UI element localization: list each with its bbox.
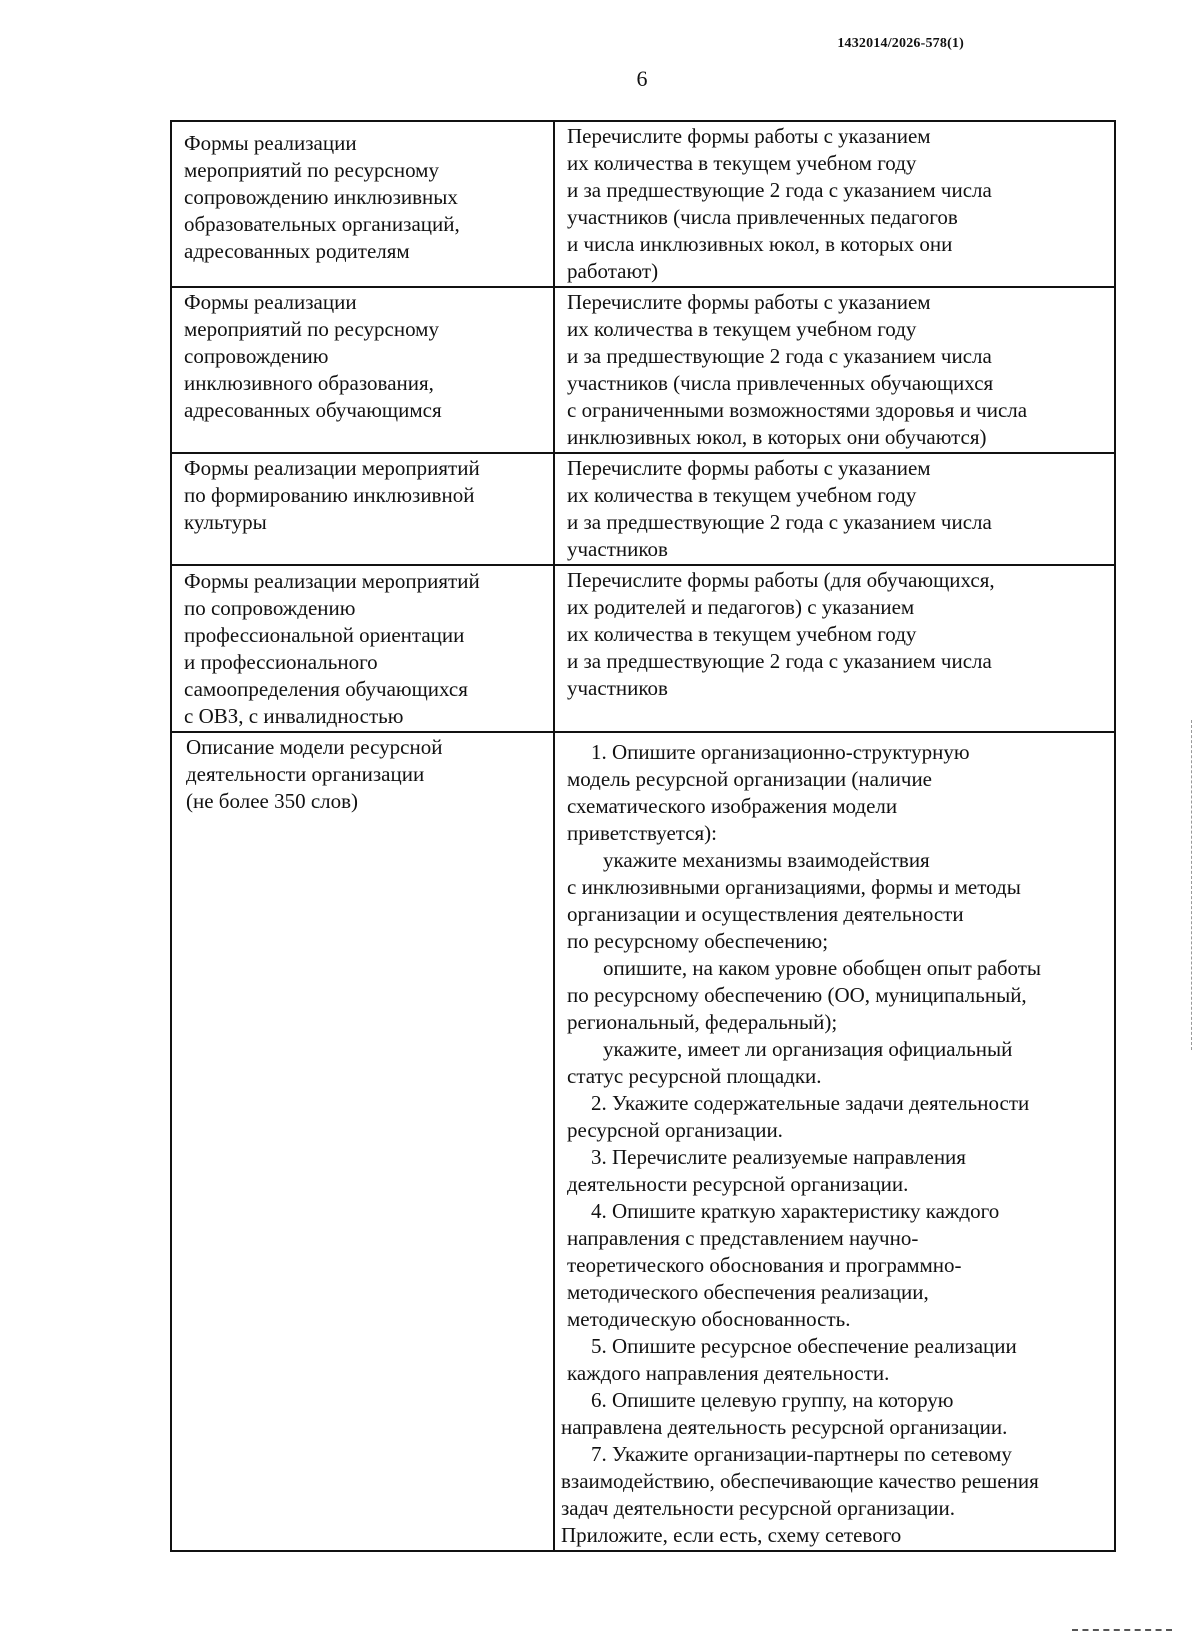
label-line: по сопровождению (184, 596, 356, 620)
label-line: мероприятий по ресурсному (184, 317, 439, 341)
document-number: 1432014/2026-578(1) (837, 36, 964, 51)
content-line: их родителей и педагогов) с указанием (567, 595, 915, 619)
content-line: региональный, федеральный); (567, 1010, 838, 1034)
content-line: укажите механизмы взаимодействия (603, 848, 930, 872)
row-content (554, 121, 1115, 287)
row-label (171, 121, 554, 287)
table-row-parents (171, 121, 1115, 287)
label-line: профессиональной ориентации (184, 623, 465, 647)
content-line: участников (числа привлеченных педагогов (567, 205, 958, 229)
content-line: Перечислите формы работы с указанием (567, 456, 931, 480)
row-content (554, 565, 1115, 732)
content-line: модель ресурсной организации (наличие (567, 767, 932, 791)
row-content (554, 732, 1115, 1551)
content-line: каждого направления деятельности. (567, 1361, 890, 1385)
content-line: и за предшествующие 2 года с указанием числа (567, 178, 992, 202)
content-line: по ресурсному обеспечению (ОО, муниципальный, (567, 983, 1027, 1007)
row-content (554, 453, 1115, 565)
content-line: ресурсной организации. (567, 1118, 783, 1142)
row-label (171, 453, 554, 565)
label-line: адресованных обучающимся (184, 398, 442, 422)
label-line: культуры (184, 510, 267, 534)
content-line: 4. Опишите краткую характеристику каждого (591, 1199, 1000, 1223)
row-label (171, 732, 554, 1551)
content-line: статус ресурсной площадки. (567, 1064, 822, 1088)
content-line: работают) (567, 259, 659, 283)
content-line: и за предшествующие 2 года с указанием числа (567, 510, 992, 534)
content-line: направлена деятельность ресурсной организации. (561, 1415, 1008, 1439)
content-line: схематического изображения модели (567, 794, 898, 818)
label-line: и профессионального (184, 650, 378, 674)
scan-bottom-mark (1072, 1629, 1172, 1633)
content-line: по ресурсному обеспечению; (567, 929, 829, 953)
content-line: взаимодействию, обеспечивающие качество решения (561, 1469, 1039, 1493)
label-line: самоопределения обучающихся (184, 677, 468, 701)
content-line: и числа инклюзивных юкол, в которых они (567, 232, 953, 256)
table-row-students (171, 287, 1115, 453)
row-label (171, 287, 554, 453)
content-line: методическую обоснованность. (567, 1307, 851, 1331)
requirements-table (170, 120, 1116, 1552)
content-line: Перечислите формы работы (для обучающихся, (567, 568, 995, 592)
label-line: Формы реализации (184, 131, 357, 155)
content-line: деятельности ресурсной организации. (567, 1172, 909, 1196)
content-line: 5. Опишите ресурсное обеспечение реализации (591, 1334, 1017, 1358)
label-line: деятельности организации (186, 762, 425, 786)
content-line: 7. Укажите организации-партнеры по сетевому (591, 1442, 1012, 1466)
label-line: адресованных родителям (184, 239, 410, 263)
content-line: теоретического обоснования и программно- (567, 1253, 962, 1277)
content-line: с инклюзивными организациями, формы и методы (567, 875, 1021, 899)
table-row-model (171, 732, 1115, 1551)
label-line: мероприятий по ресурсному (184, 158, 439, 182)
content-line: с ограниченными возможностями здоровья и числа (567, 398, 1028, 422)
label-line: образовательных организаций, (184, 212, 460, 236)
content-line: Перечислите формы работы с указанием (567, 290, 931, 314)
content-line: 3. Перечислите реализуемые направления (591, 1145, 966, 1169)
page-number: 6 (636, 66, 648, 91)
label-line: инклюзивного образования, (184, 371, 434, 395)
content-line: их количества в текущем учебном году (567, 483, 917, 507)
content-line: Приложите, если есть, схему сетевого (561, 1523, 902, 1547)
label-line: по формированию инклюзивной (184, 483, 475, 507)
content-line: 6. Опишите целевую группу, на которую (591, 1388, 954, 1412)
content-line: инклюзивных юкол, в которых они обучаются) (567, 425, 987, 449)
label-line: (не более 350 слов) (186, 789, 359, 813)
content-line: их количества в текущем учебном году (567, 317, 917, 341)
row-label (171, 565, 554, 732)
content-line: и за предшествующие 2 года с указанием числа (567, 344, 992, 368)
content-line: Перечислите формы работы с указанием (567, 124, 931, 148)
content-line: приветствуется): (567, 821, 718, 845)
content-line: их количества в текущем учебном году (567, 151, 917, 175)
content-line: организации и осуществления деятельности (567, 902, 964, 926)
content-line: 1. Опишите организационно-структурную (591, 740, 970, 764)
label-line: Формы реализации мероприятий (184, 569, 480, 593)
content-line: опишите, на каком уровне обобщен опыт работы (603, 956, 1042, 980)
content-line: их количества в текущем учебном году (567, 622, 917, 646)
content-line: методического обеспечения реализации, (567, 1280, 929, 1304)
content-line: участников (числа привлеченных обучающихся (567, 371, 994, 395)
label-line: Формы реализации (184, 290, 357, 314)
content-line: участников (567, 537, 668, 561)
content-line: задач деятельности ресурсной организации. (561, 1496, 955, 1520)
label-line: сопровождению инклюзивных (184, 185, 458, 209)
row-content (554, 287, 1115, 453)
content-line: участников (567, 676, 668, 700)
content-line: направления с представлением научно- (567, 1226, 919, 1250)
label-line: с ОВЗ, с инвалидностью (184, 704, 404, 728)
label-line: Формы реализации мероприятий (184, 456, 480, 480)
content-line: и за предшествующие 2 года с указанием числа (567, 649, 992, 673)
label-line: Описание модели ресурсной (186, 735, 443, 759)
table-row-culture (171, 453, 1115, 565)
label-line: сопровождению (184, 344, 329, 368)
scan-edge-mark (1191, 720, 1194, 1050)
table-row-career (171, 565, 1115, 732)
content-line: 2. Укажите содержательные задачи деятельности (591, 1091, 1030, 1115)
content-line: укажите, имеет ли организация официальный (603, 1037, 1013, 1061)
